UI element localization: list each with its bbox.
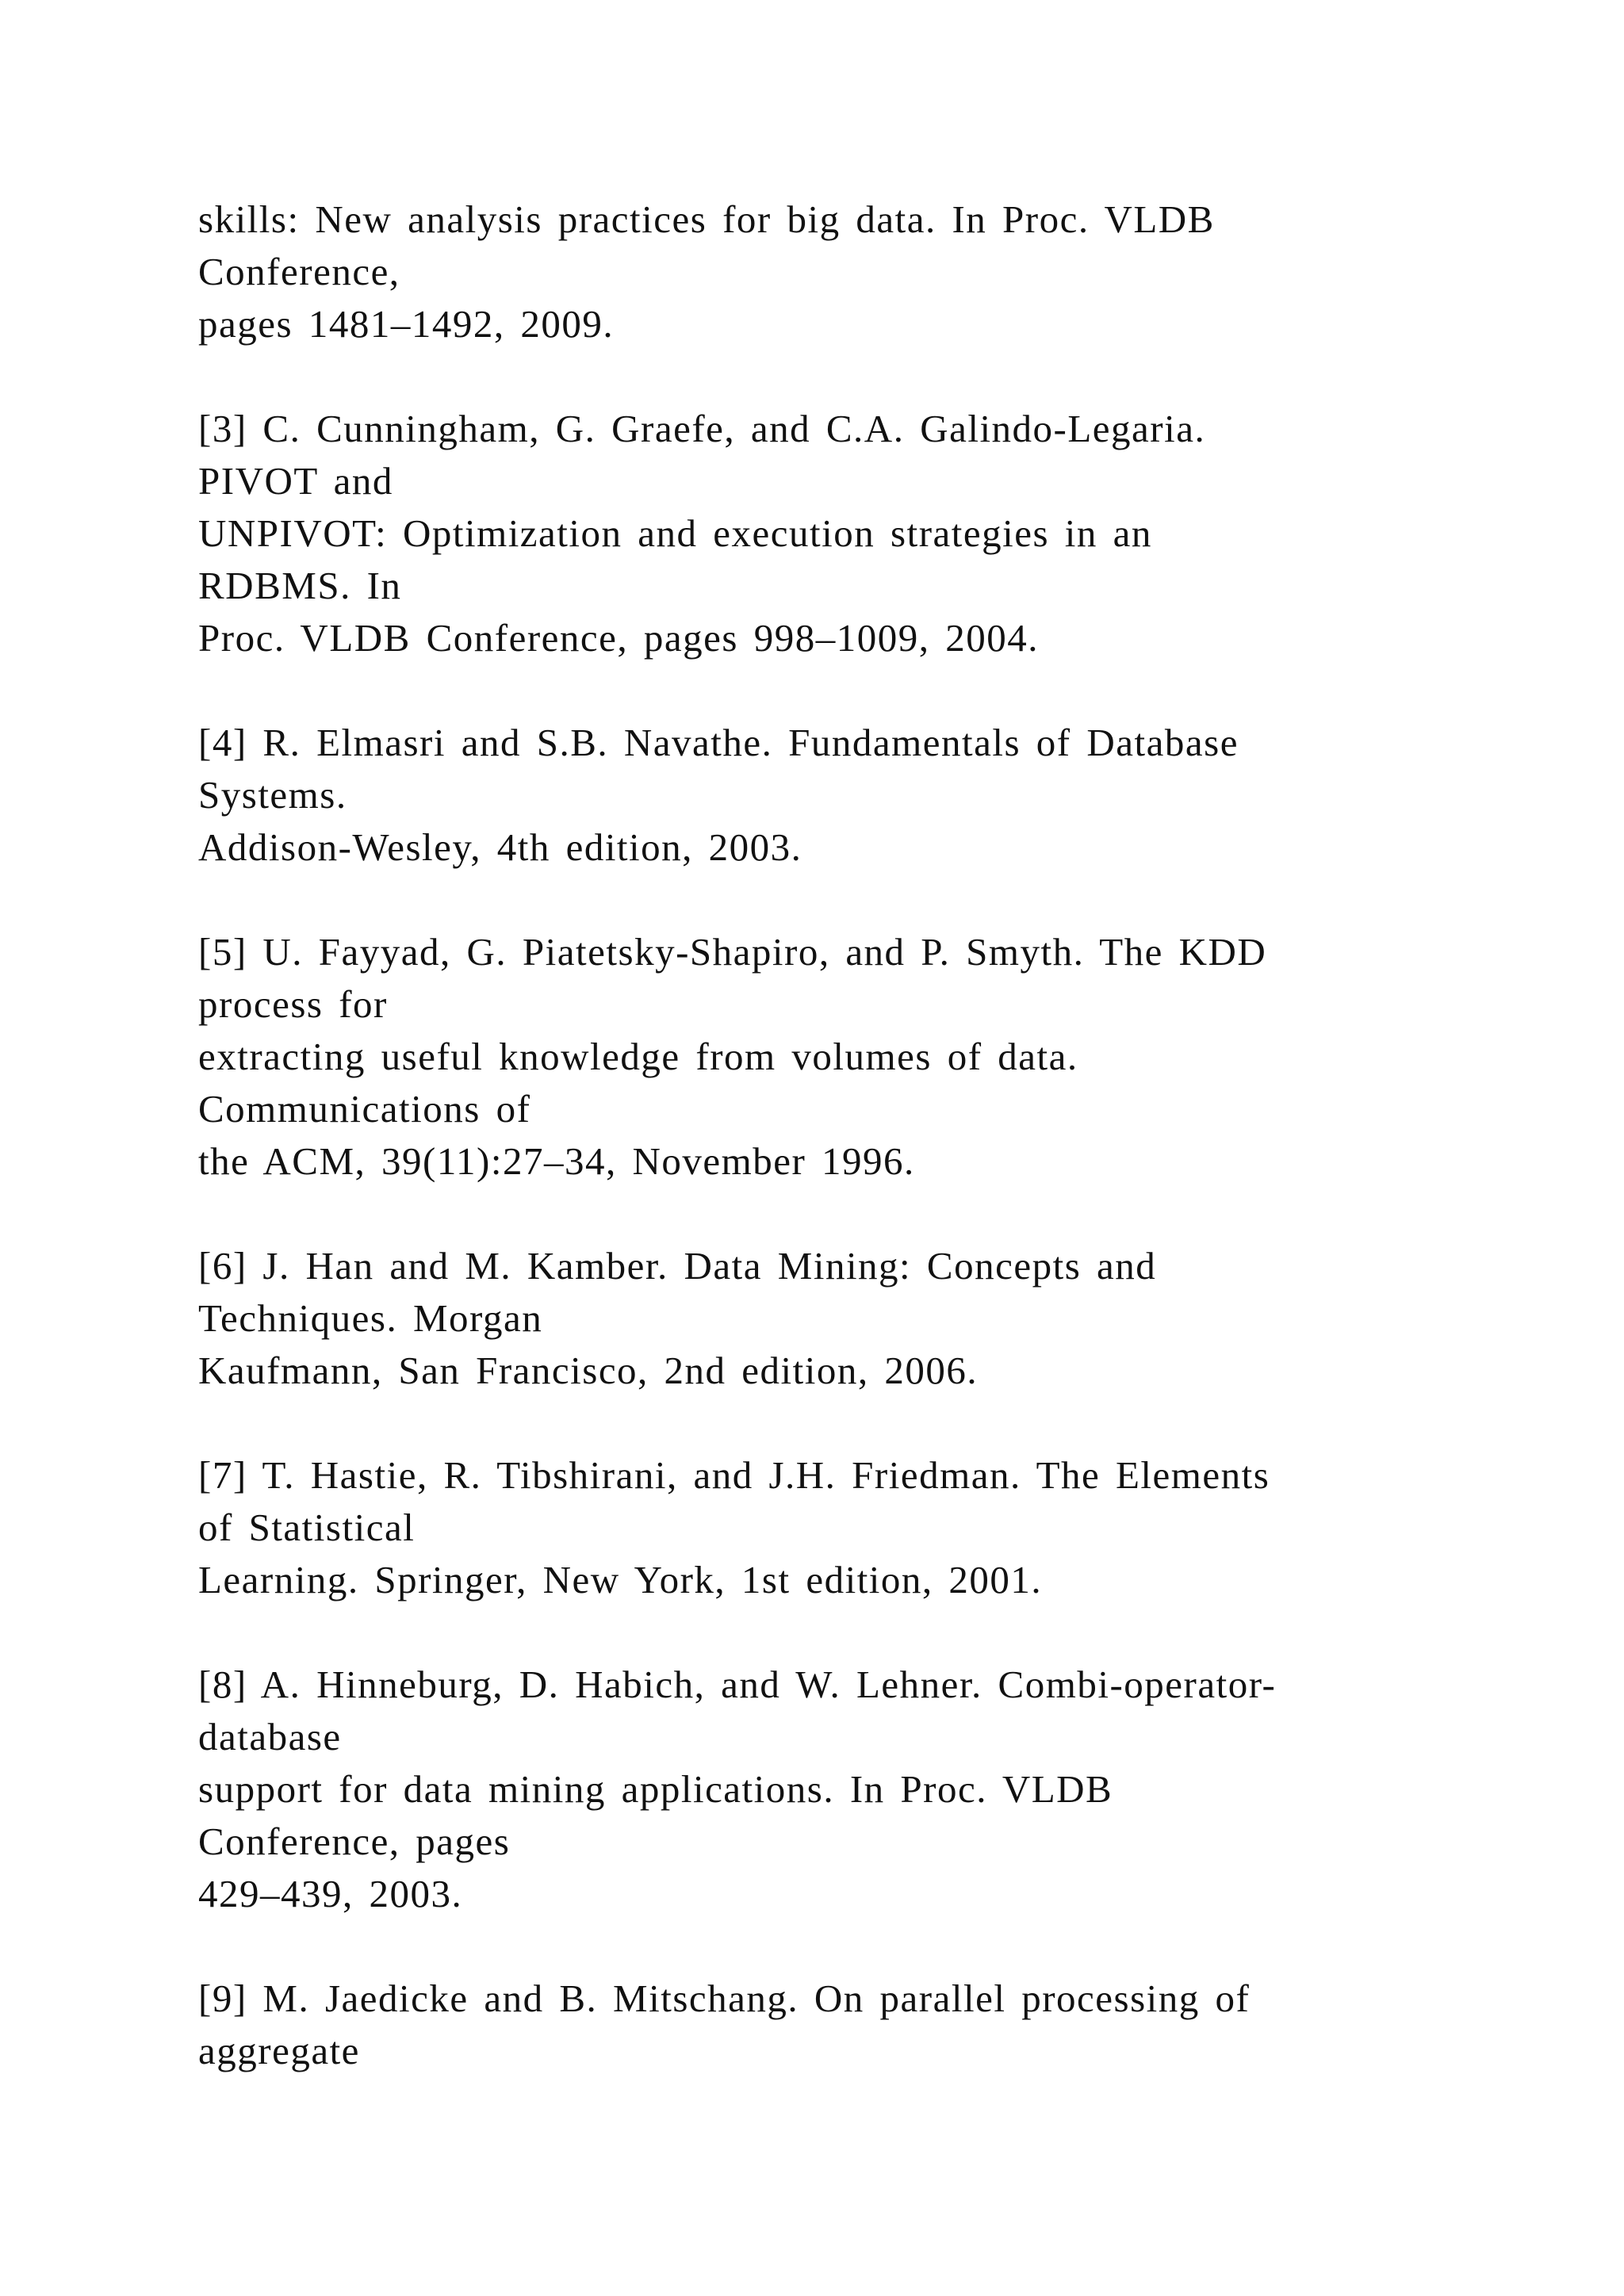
reference-line: Systems. <box>198 773 347 817</box>
reference-line: UNPIVOT: Optimization and execution strategies in an <box>198 511 1152 555</box>
reference-line: Communications of <box>198 1087 531 1131</box>
reference-line: [9] M. Jaedicke and B. Mitschang. On parallel processing of <box>198 1976 1251 2020</box>
reference-line: [8] A. Hinneburg, D. Habich, and W. Lehner. Combi-operator- <box>198 1663 1277 1706</box>
reference-line: the ACM, 39(11):27–34, November 1996. <box>198 1139 915 1183</box>
reference-line: Addison-Wesley, 4th edition, 2003. <box>198 825 802 869</box>
reference-line: pages 1481–1492, 2009. <box>198 302 615 346</box>
reference-entry-8 <box>198 1659 1435 1920</box>
reference-list <box>198 193 1435 2130</box>
reference-line: database <box>198 1715 342 1758</box>
reference-line: of Statistical <box>198 1506 416 1549</box>
reference-entry-9 <box>198 1973 1435 2077</box>
reference-line: Kaufmann, San Francisco, 2nd edition, 2006. <box>198 1349 979 1392</box>
reference-line: Conference, pages <box>198 1820 511 1863</box>
reference-entry-6 <box>198 1240 1435 1397</box>
reference-line: [5] U. Fayyad, G. Piatetsky-Shapiro, and P. Smyth. The KDD <box>198 930 1267 974</box>
reference-entry-2-continued <box>198 193 1435 350</box>
reference-line: aggregate <box>198 2029 360 2072</box>
reference-line: PIVOT and <box>198 459 393 503</box>
reference-line: [4] R. Elmasri and S.B. Navathe. Fundamentals of Database <box>198 721 1239 764</box>
reference-line: RDBMS. In <box>198 564 402 607</box>
reference-line: [6] J. Han and M. Kamber. Data Mining: Concepts and <box>198 1244 1157 1288</box>
reference-line: [3] C. Cunningham, G. Graefe, and C.A. Galindo-Legaria. <box>198 407 1206 450</box>
reference-entry-4 <box>198 717 1435 874</box>
reference-line: process for <box>198 982 388 1026</box>
reference-line: Learning. Springer, New York, 1st edition, 2001. <box>198 1558 1043 1601</box>
reference-line: skills: New analysis practices for big data. In Proc. VLDB <box>198 197 1215 241</box>
reference-line: [7] T. Hastie, R. Tibshirani, and J.H. Friedman. The Elements <box>198 1453 1270 1497</box>
reference-entry-5 <box>198 926 1435 1188</box>
reference-line: extracting useful knowledge from volumes of data. <box>198 1035 1078 1078</box>
reference-line: 429–439, 2003. <box>198 1872 463 1915</box>
reference-line: Techniques. Morgan <box>198 1296 543 1340</box>
reference-line: Conference, <box>198 250 400 293</box>
reference-entry-3 <box>198 403 1435 664</box>
reference-entry-7 <box>198 1449 1435 1606</box>
reference-line: Proc. VLDB Conference, pages 998–1009, 2004. <box>198 616 1039 660</box>
reference-line: support for data mining applications. In Proc. VLDB <box>198 1767 1113 1811</box>
